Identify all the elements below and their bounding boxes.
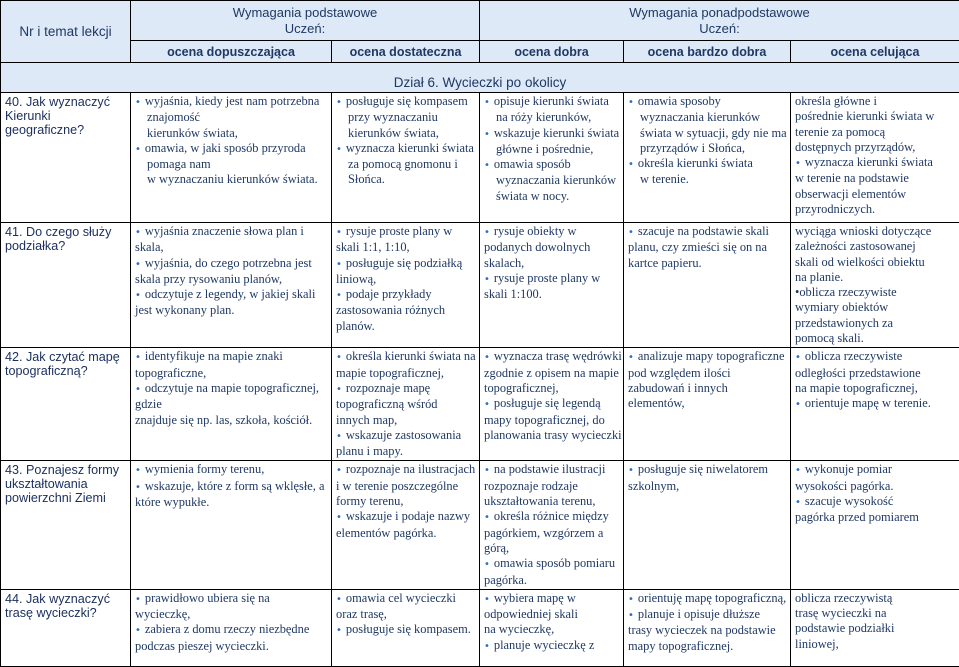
requirement-line: znajomość: [135, 110, 327, 125]
lesson-topic-line: 42. Jak czytać mapę: [5, 350, 126, 364]
requirement-bullet: • wykonuje pomiar: [795, 462, 955, 478]
requirement-line: na wycieczkę,: [484, 622, 619, 637]
requirement-line: przyrodniczych.: [795, 202, 955, 217]
requirement-line: przyrządów i Słońca,: [628, 141, 786, 156]
requirement-line: zabudowań i innych: [628, 381, 786, 396]
requirement-bullet: • wybiera mapę w: [484, 591, 619, 607]
requirement-line: Słońca.: [336, 172, 475, 187]
requirement-line: elementów pagórka.: [336, 526, 475, 541]
requirement-cell: [791, 348, 959, 461]
requirement-bullet: • omawia, w jaki sposób przyroda: [135, 141, 327, 157]
requirement-bullet: • odczytuje z legendy, w jakiej skali: [135, 287, 327, 303]
requirement-line: mapy topograficznej, do: [484, 413, 619, 428]
requirement-line: liniowej,: [795, 637, 955, 652]
requirement-cell: [131, 589, 332, 666]
requirement-line: główne i pośrednie,: [484, 142, 619, 157]
requirement-bullet: • prawidłowo ubiera się na: [135, 591, 327, 607]
requirement-line: terenie za pomocą: [795, 125, 955, 140]
grade-header: ocena dopuszczająca: [131, 41, 332, 63]
requirement-cell: [480, 348, 624, 461]
lesson-topic-line: 40. Jak wyznaczyć: [5, 95, 126, 109]
requirement-bullet: • zabiera z domu rzeczy niezbędne: [135, 622, 327, 638]
requirement-line: dostępnych przyrządów,: [795, 140, 955, 155]
lesson-topic: [1, 589, 131, 666]
requirement-line: •oblicza rzeczywiste: [795, 285, 955, 300]
requirement-bullet: • posługuje się niwelatorem: [628, 462, 786, 478]
requirement-line: odpowiedniej skali: [484, 607, 619, 622]
requirement-cell: [791, 223, 959, 348]
lesson-topic-line: Kierunki: [5, 109, 126, 123]
requirement-line: świata w nocy.: [484, 189, 619, 204]
requirement-cell: [332, 348, 480, 461]
requirement-cell: [624, 461, 791, 589]
requirement-line: wymiary obiektów: [795, 300, 955, 315]
requirement-bullet: • rysuje obiekty w: [484, 224, 619, 240]
requirement-line: kartce papieru.: [628, 256, 786, 271]
requirement-line: na mapie topograficznej,: [795, 381, 955, 396]
requirement-line: górą,: [484, 541, 619, 556]
requirement-line: planów.: [336, 319, 475, 334]
header-advanced: Wymagania ponadpodstawowe Uczeń:: [480, 1, 959, 41]
requirement-line: przy wyznaczaniu: [336, 110, 475, 125]
requirement-line: kierunków świata,: [135, 126, 327, 141]
requirement-line: w terenie na podstawie: [795, 171, 955, 186]
requirement-bullet: • posługuje się legendą: [484, 396, 619, 412]
requirement-line: w terenie.: [628, 172, 786, 187]
requirement-cell: [480, 93, 624, 223]
requirement-bullet: • wskazuje kierunki świata: [484, 126, 619, 142]
requirement-bullet: • posługuje się kompasem.: [336, 622, 475, 638]
requirement-line: pośrednie kierunki świata w: [795, 109, 955, 124]
lesson-topic-line: podziałka?: [5, 239, 126, 253]
requirement-bullet: • omawia sposób pomiaru: [484, 556, 619, 572]
requirement-line: pomocą skali.: [795, 331, 955, 346]
requirement-line: skalach,: [484, 256, 619, 271]
requirement-line: w wyznaczaniu kierunków świata.: [135, 172, 327, 187]
grade-header: ocena celująca: [791, 41, 959, 63]
requirement-cell: [131, 223, 332, 348]
requirement-cell: [624, 93, 791, 223]
lesson-topic-line: powierzchni Ziemi: [5, 491, 126, 505]
requirement-cell: [480, 461, 624, 589]
requirement-bullet: • wymienia formy terenu,: [135, 462, 327, 478]
requirement-bullet: • wskazuje zastosowania: [336, 428, 475, 444]
requirement-bullet: • określa kierunki świata: [628, 156, 786, 172]
requirement-bullet: • opisuje kierunki świata: [484, 94, 619, 110]
requirement-bullet: • analizuje mapy topograficzne: [628, 349, 786, 365]
requirement-line: planu, czy zmieści się on na: [628, 240, 786, 255]
requirement-bullet: • określa różnice między: [484, 509, 619, 525]
requirement-cell: [332, 461, 480, 589]
requirement-line: topograficzne,: [135, 366, 327, 381]
requirement-line: odległości przedstawione: [795, 366, 955, 381]
requirement-line: skali 1:100.: [484, 287, 619, 302]
requirement-cell: [332, 93, 480, 223]
requirement-cell: [131, 461, 332, 589]
requirement-bullet: • posługuje się podziałką: [336, 256, 475, 272]
requirement-cell: [791, 461, 959, 589]
requirement-line: innych map,: [336, 413, 475, 428]
requirement-line: topograficzną wśród: [336, 397, 475, 412]
requirement-line: wycieczkę,: [135, 607, 327, 622]
lesson-topic-line: 43. Poznajesz formy: [5, 463, 126, 477]
requirement-line: liniową,: [336, 272, 475, 287]
requirement-line: pod względem ilości: [628, 366, 786, 381]
requirement-line: wysokości pagórka.: [795, 479, 955, 494]
lesson-topic-line: trasę wycieczki?: [5, 606, 126, 620]
requirement-line: określa główne i: [795, 94, 955, 109]
requirement-line: podczas pieszej wycieczki.: [135, 639, 327, 654]
requirement-line: skali 1:1, 1:10,: [336, 240, 475, 255]
requirement-bullet: • na podstawie ilustracji: [484, 462, 619, 478]
requirement-line: wyznaczania kierunków: [484, 173, 619, 188]
requirement-line: zgodnie z opisem na mapie: [484, 366, 619, 381]
requirement-bullet: • planuje wycieczkę z: [484, 638, 619, 654]
lesson-topic: [1, 348, 131, 461]
grade-header: ocena bardzo dobra: [624, 41, 791, 63]
requirement-bullet: • oblicza rzeczywiste: [795, 349, 955, 365]
requirement-line: trasy wycieczek na podstawie: [628, 623, 786, 638]
requirement-bullet: • podaje przykłady: [336, 287, 475, 303]
requirement-line: pagórka przed pomiarem: [795, 510, 955, 525]
requirement-line: skala przy rysowaniu planów,: [135, 272, 327, 287]
requirement-bullet: • planuje i opisuje dłuższe: [628, 607, 786, 623]
requirement-line: i w terenie poszczególne: [336, 479, 475, 494]
requirement-bullet: • rozpoznaje mapę: [336, 381, 475, 397]
header-topic: Nr i temat lekcji: [1, 1, 131, 63]
section-title: Dział 6. Wycieczki po okolicy: [1, 63, 959, 93]
requirement-line: planu i mapy.: [336, 444, 475, 459]
grade-header: ocena dobra: [480, 41, 624, 63]
requirement-line: mapy topograficznej.: [628, 639, 786, 654]
requirement-cell: [624, 348, 791, 461]
requirement-bullet: • wskazuje, które z form są wklęsłe, a: [135, 479, 327, 495]
requirement-line: gdzie: [135, 397, 327, 412]
requirement-line: oraz trasę,: [336, 607, 475, 622]
requirement-cell: [791, 589, 959, 666]
requirement-line: topograficznej,: [484, 381, 619, 396]
lesson-topic-line: 44. Jak wyznaczyć: [5, 592, 126, 606]
requirement-bullet: • rysuje proste plany w: [484, 271, 619, 287]
requirement-line: obserwacji elementów: [795, 187, 955, 202]
requirement-line: wyciąga wnioski dotyczące: [795, 224, 955, 239]
lesson-topic-line: ukształtowania: [5, 477, 126, 491]
requirement-line: kierunków świata,: [336, 126, 475, 141]
requirement-line: które wypukłe.: [135, 495, 327, 510]
requirement-line: znajduje się np. las, szkoła, kościół.: [135, 413, 327, 428]
requirement-line: planowania trasy wycieczki: [484, 428, 619, 443]
requirement-line: skali od wielkości obiektu: [795, 255, 955, 270]
requirement-line: zależności zastosowanej: [795, 239, 955, 254]
requirement-line: mapie topograficznej,: [336, 366, 475, 381]
requirement-cell: [332, 589, 480, 666]
requirement-line: ukształtowania terenu,: [484, 494, 619, 509]
requirement-cell: [131, 348, 332, 461]
requirement-line: świata w sytuacji, gdy nie ma: [628, 126, 786, 141]
requirement-bullet: • wyznacza kierunki świata: [336, 141, 475, 157]
requirement-bullet: • wyjaśnia, do czego potrzebna jest: [135, 256, 327, 272]
requirement-bullet: • wyznacza trasę wędrówki: [484, 349, 619, 365]
requirement-bullet: • odczytuje na mapie topograficznej,: [135, 381, 327, 397]
lesson-topic: [1, 461, 131, 589]
requirement-line: wyznaczania kierunków: [628, 110, 786, 125]
requirement-bullet: • orientuje mapę w terenie.: [795, 396, 955, 412]
requirement-bullet: • wskazuje i podaje nazwy: [336, 509, 475, 525]
requirement-line: przedstawionych za: [795, 316, 955, 331]
header-basic: Wymagania podstawowe Uczeń:: [131, 1, 480, 41]
requirement-cell: [480, 589, 624, 666]
requirement-line: jest wykonany plan.: [135, 303, 327, 318]
requirement-bullet: • wyznacza kierunki świata: [795, 155, 955, 171]
requirement-line: oblicza rzeczywistą: [795, 591, 955, 606]
requirement-line: rozpoznaje rodzaje: [484, 479, 619, 494]
lesson-topic-line: 41. Do czego służy: [5, 225, 126, 239]
requirement-bullet: • identyfikuje na mapie znaki: [135, 349, 327, 365]
requirement-line: skala,: [135, 240, 327, 255]
requirement-bullet: • szacuje na podstawie skali: [628, 224, 786, 240]
requirement-line: podanych dowolnych: [484, 240, 619, 255]
requirement-bullet: • orientuję mapę topograficzną,: [628, 591, 786, 607]
requirement-line: zastosowania różnych: [336, 303, 475, 318]
requirement-bullet: • posługuje się kompasem: [336, 94, 475, 110]
lesson-topic-line: geograficzne?: [5, 123, 126, 137]
requirement-line: na planie.: [795, 270, 955, 285]
requirement-cell: [131, 93, 332, 223]
requirement-line: pomaga nam: [135, 157, 327, 172]
requirement-bullet: • omawia sposoby: [628, 94, 786, 110]
requirement-line: trasę wycieczki na: [795, 606, 955, 621]
lesson-topic: [1, 223, 131, 348]
requirement-cell: [624, 223, 791, 348]
requirement-bullet: • szacuje wysokość: [795, 494, 955, 510]
lesson-topic: [1, 93, 131, 223]
requirement-line: pagórka.: [484, 573, 619, 588]
requirement-line: formy terenu,: [336, 494, 475, 509]
grade-header: ocena dostateczna: [332, 41, 480, 63]
requirement-cell: [624, 589, 791, 666]
lesson-topic-line: topograficzną?: [5, 364, 126, 378]
requirement-bullet: • omawia cel wycieczki: [336, 591, 475, 607]
requirement-cell: [332, 223, 480, 348]
requirement-bullet: • rozpoznaje na ilustracjach: [336, 462, 475, 478]
requirement-line: na róży kierunków,: [484, 110, 619, 125]
requirement-line: pagórkiem, wzgórzem a: [484, 526, 619, 541]
requirement-cell: [791, 93, 959, 223]
requirement-bullet: • wyjaśnia znaczenie słowa plan i: [135, 224, 327, 240]
requirement-bullet: • wyjaśnia, kiedy jest nam potrzebna: [135, 94, 327, 110]
requirement-bullet: • określa kierunki świata na: [336, 349, 475, 365]
requirement-line: podstawie podziałki: [795, 621, 955, 636]
requirement-line: za pomocą gnomonu i: [336, 157, 475, 172]
requirement-line: szkolnym,: [628, 479, 786, 494]
requirement-cell: [480, 223, 624, 348]
requirement-bullet: • omawia sposób: [484, 157, 619, 173]
requirement-bullet: • rysuje proste plany w: [336, 224, 475, 240]
requirement-line: elementów,: [628, 396, 786, 411]
